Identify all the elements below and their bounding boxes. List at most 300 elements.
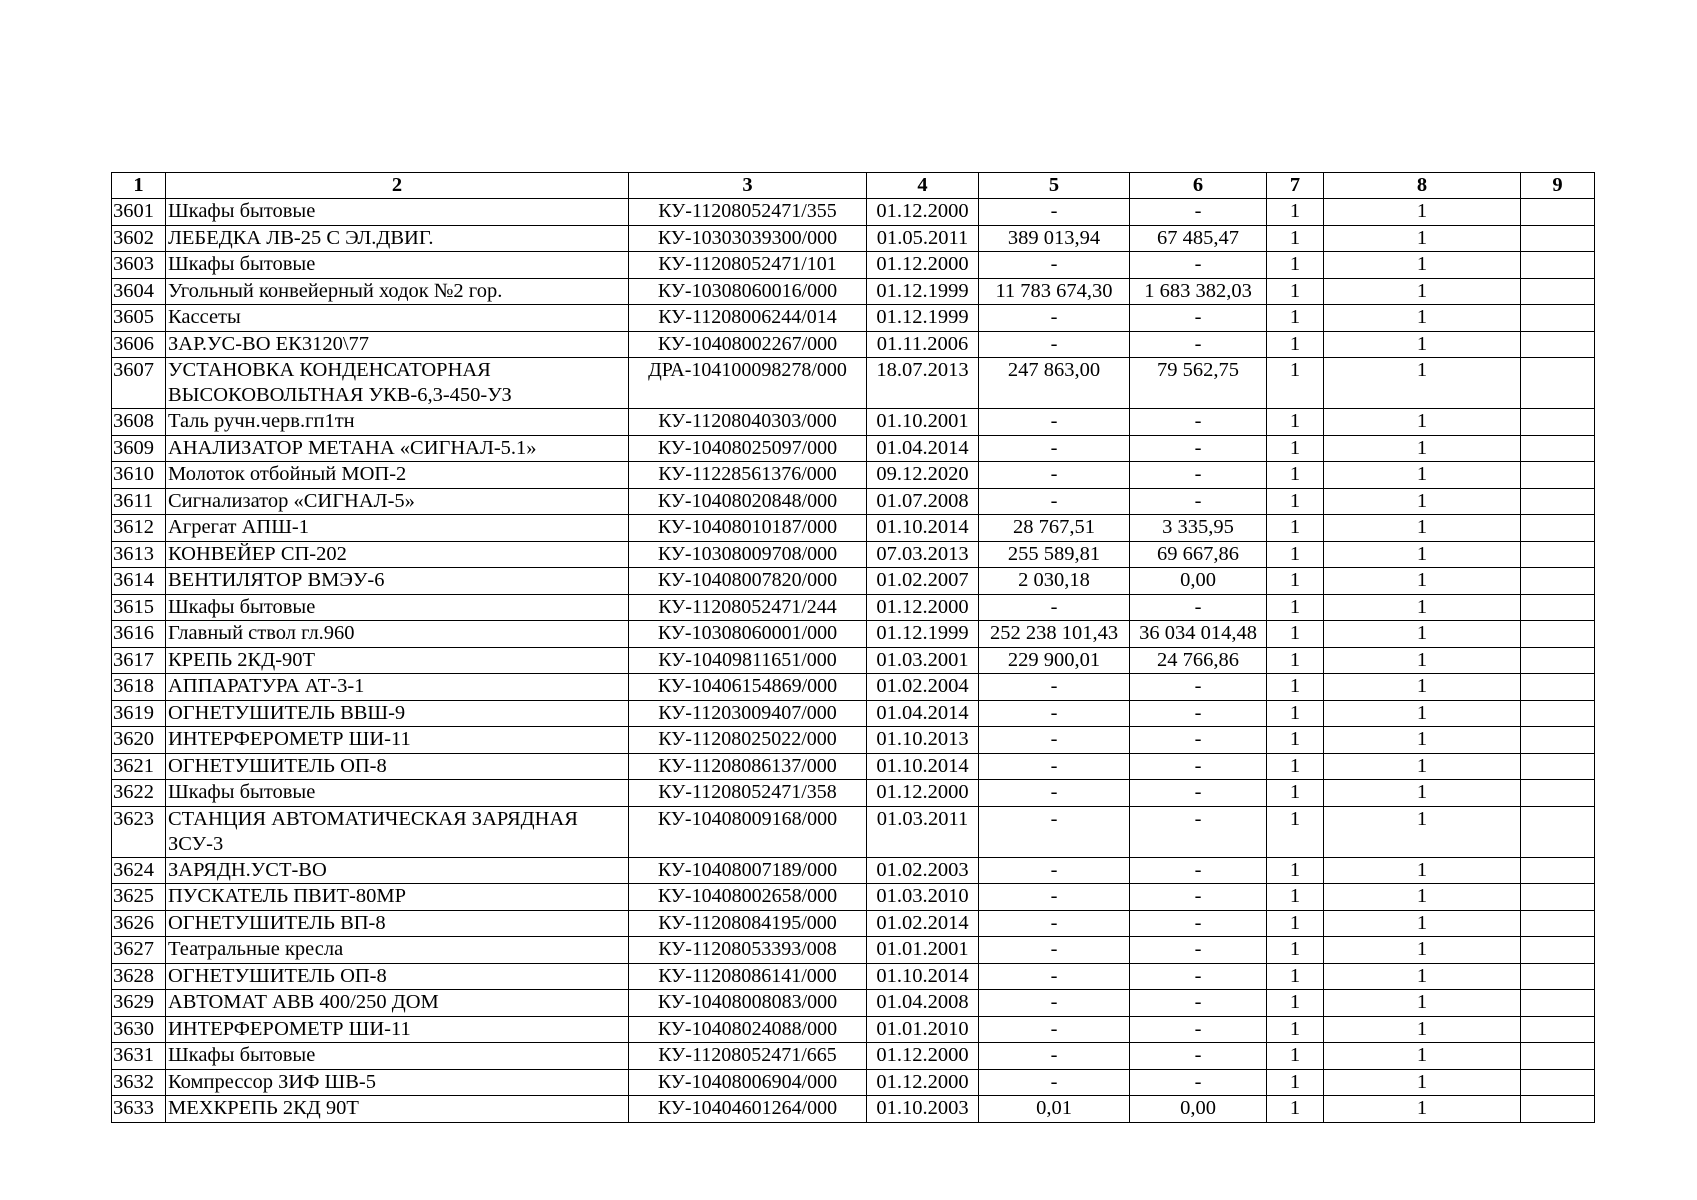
value-col-8-cell: 1	[1324, 435, 1521, 462]
row-number-cell: 3616	[112, 621, 166, 648]
row-number-cell: 3629	[112, 990, 166, 1017]
item-name-cell: Агрегат АПШ-1	[166, 515, 629, 542]
row-number-cell: 3631	[112, 1043, 166, 1070]
value-col-5-cell: -	[979, 1069, 1130, 1096]
item-name-cell: ЛЕБЕДКА ЛВ-25 С ЭЛ.ДВИГ.	[166, 225, 629, 252]
value-col-7-cell: 1	[1267, 488, 1324, 515]
value-col-7-cell: 1	[1267, 990, 1324, 1017]
date-cell: 01.10.2013	[867, 727, 979, 754]
table-row	[112, 1069, 1595, 1096]
value-col-9-cell	[1521, 358, 1595, 409]
value-col-5-cell: -	[979, 727, 1130, 754]
header-row	[112, 173, 1595, 199]
item-name-cell: УСТАНОВКА КОНДЕНСАТОРНАЯ ВЫСОКОВОЛЬТНАЯ УКВ-6,3-450-УЗ	[166, 358, 629, 409]
table-row	[112, 541, 1595, 568]
value-col-7-cell: 1	[1267, 199, 1324, 226]
table-row	[112, 753, 1595, 780]
item-name-cell: Молоток отбойный МОП-2	[166, 462, 629, 489]
row-number-cell: 3618	[112, 674, 166, 701]
inventory-code-cell: КУ-11208053393/008	[629, 937, 867, 964]
table-row	[112, 937, 1595, 964]
value-col-9-cell	[1521, 1069, 1595, 1096]
inventory-code-cell: КУ-11208084195/000	[629, 910, 867, 937]
value-col-6-cell: -	[1130, 990, 1267, 1017]
row-number-cell: 3601	[112, 199, 166, 226]
value-col-6-cell: -	[1130, 1069, 1267, 1096]
value-col-5-cell: -	[979, 199, 1130, 226]
item-name-cell: Шкафы бытовые	[166, 1043, 629, 1070]
row-number-cell: 3611	[112, 488, 166, 515]
item-name-cell: ОГНЕТУШИТЕЛЬ ВП-8	[166, 910, 629, 937]
value-col-7-cell: 1	[1267, 1096, 1324, 1123]
value-col-9-cell	[1521, 1016, 1595, 1043]
value-col-6-cell: -	[1130, 806, 1267, 857]
value-col-9-cell	[1521, 305, 1595, 332]
value-col-8-cell: 1	[1324, 700, 1521, 727]
column-header-2: 2	[166, 173, 629, 199]
column-header-1: 1	[112, 173, 166, 199]
value-col-6-cell: -	[1130, 910, 1267, 937]
value-col-8-cell: 1	[1324, 225, 1521, 252]
inventory-code-cell: КУ-10408007820/000	[629, 568, 867, 595]
value-col-5-cell: 2 030,18	[979, 568, 1130, 595]
row-number-cell: 3627	[112, 937, 166, 964]
value-col-9-cell	[1521, 594, 1595, 621]
date-cell: 01.10.2014	[867, 963, 979, 990]
value-col-9-cell	[1521, 963, 1595, 990]
item-name-cell: ВЕНТИЛЯТОР ВМЭУ-6	[166, 568, 629, 595]
value-col-9-cell	[1521, 700, 1595, 727]
inventory-code-cell: КУ-11208025022/000	[629, 727, 867, 754]
row-number-cell: 3619	[112, 700, 166, 727]
value-col-8-cell: 1	[1324, 568, 1521, 595]
item-name-cell: ОГНЕТУШИТЕЛЬ ОП-8	[166, 753, 629, 780]
value-col-5-cell: -	[979, 305, 1130, 332]
inventory-code-cell: КУ-10308060001/000	[629, 621, 867, 648]
value-col-6-cell: 24 766,86	[1130, 647, 1267, 674]
item-name-cell: ОГНЕТУШИТЕЛЬ ВВШ-9	[166, 700, 629, 727]
item-name-cell: ИНТЕРФЕРОМЕТР ШИ-11	[166, 727, 629, 754]
value-col-5-cell: -	[979, 700, 1130, 727]
value-col-7-cell: 1	[1267, 674, 1324, 701]
column-header-8: 8	[1324, 173, 1521, 199]
value-col-7-cell: 1	[1267, 1016, 1324, 1043]
value-col-8-cell: 1	[1324, 488, 1521, 515]
value-col-8-cell: 1	[1324, 780, 1521, 807]
column-header-5: 5	[979, 173, 1130, 199]
column-header-9: 9	[1521, 173, 1595, 199]
date-cell: 01.10.2003	[867, 1096, 979, 1123]
table-row	[112, 727, 1595, 754]
value-col-5-cell: -	[979, 488, 1130, 515]
value-col-8-cell: 1	[1324, 753, 1521, 780]
inventory-code-cell: КУ-10303039300/000	[629, 225, 867, 252]
table-row	[112, 199, 1595, 226]
item-name-cell: МЕХКРЕПЬ 2КД 90Т	[166, 1096, 629, 1123]
item-name-cell: АНАЛИЗАТОР МЕТАНА «СИГНАЛ-5.1»	[166, 435, 629, 462]
inventory-code-cell: КУ-11208086141/000	[629, 963, 867, 990]
value-col-5-cell: -	[979, 331, 1130, 358]
value-col-5-cell: 252 238 101,43	[979, 621, 1130, 648]
value-col-6-cell: -	[1130, 1043, 1267, 1070]
value-col-5-cell: 0,01	[979, 1096, 1130, 1123]
value-col-8-cell: 1	[1324, 594, 1521, 621]
table-row	[112, 331, 1595, 358]
item-name-cell: СТАНЦИЯ АВТОМАТИЧЕСКАЯ ЗАРЯДНАЯ ЗСУ-3	[166, 806, 629, 857]
row-number-cell: 3633	[112, 1096, 166, 1123]
value-col-8-cell: 1	[1324, 647, 1521, 674]
value-col-8-cell: 1	[1324, 1016, 1521, 1043]
table-row	[112, 462, 1595, 489]
value-col-8-cell: 1	[1324, 674, 1521, 701]
date-cell: 01.04.2014	[867, 435, 979, 462]
inventory-code-cell: КУ-11208006244/014	[629, 305, 867, 332]
value-col-6-cell: -	[1130, 884, 1267, 911]
date-cell: 01.11.2006	[867, 331, 979, 358]
row-number-cell: 3612	[112, 515, 166, 542]
row-number-cell: 3626	[112, 910, 166, 937]
value-col-8-cell: 1	[1324, 409, 1521, 436]
date-cell: 01.04.2008	[867, 990, 979, 1017]
value-col-5-cell: -	[979, 674, 1130, 701]
value-col-6-cell: -	[1130, 674, 1267, 701]
value-col-8-cell: 1	[1324, 1069, 1521, 1096]
row-number-cell: 3602	[112, 225, 166, 252]
value-col-9-cell	[1521, 727, 1595, 754]
value-col-9-cell	[1521, 806, 1595, 857]
item-name-cell: Компрессор ЗИФ ШВ-5	[166, 1069, 629, 1096]
row-number-cell: 3632	[112, 1069, 166, 1096]
row-number-cell: 3609	[112, 435, 166, 462]
inventory-code-cell: КУ-11208040303/000	[629, 409, 867, 436]
date-cell: 01.07.2008	[867, 488, 979, 515]
item-name-cell: КОНВЕЙЕР СП-202	[166, 541, 629, 568]
value-col-5-cell: -	[979, 1016, 1130, 1043]
date-cell: 01.10.2014	[867, 515, 979, 542]
value-col-9-cell	[1521, 488, 1595, 515]
row-number-cell: 3603	[112, 252, 166, 279]
date-cell: 01.10.2014	[867, 753, 979, 780]
value-col-9-cell	[1521, 780, 1595, 807]
item-name-cell: Таль ручн.черв.гп1тн	[166, 409, 629, 436]
value-col-8-cell: 1	[1324, 1043, 1521, 1070]
value-col-7-cell: 1	[1267, 278, 1324, 305]
row-number-cell: 3610	[112, 462, 166, 489]
date-cell: 01.02.2014	[867, 910, 979, 937]
value-col-6-cell: -	[1130, 409, 1267, 436]
value-col-6-cell: -	[1130, 435, 1267, 462]
date-cell: 01.12.2000	[867, 1043, 979, 1070]
date-cell: 01.12.2000	[867, 252, 979, 279]
value-col-9-cell	[1521, 1096, 1595, 1123]
value-col-5-cell: -	[979, 857, 1130, 884]
row-number-cell: 3630	[112, 1016, 166, 1043]
value-col-6-cell: -	[1130, 700, 1267, 727]
row-number-cell: 3606	[112, 331, 166, 358]
inventory-code-cell: КУ-10408002267/000	[629, 331, 867, 358]
date-cell: 01.12.2000	[867, 594, 979, 621]
value-col-8-cell: 1	[1324, 252, 1521, 279]
value-col-7-cell: 1	[1267, 780, 1324, 807]
value-col-7-cell: 1	[1267, 910, 1324, 937]
item-name-cell: ЗАР.УС-ВО ЕК3120\77	[166, 331, 629, 358]
value-col-5-cell: -	[979, 1043, 1130, 1070]
value-col-5-cell: -	[979, 435, 1130, 462]
inventory-code-cell: КУ-10408006904/000	[629, 1069, 867, 1096]
table-row	[112, 225, 1595, 252]
value-col-9-cell	[1521, 252, 1595, 279]
item-name-cell: ПУСКАТЕЛЬ ПВИТ-80МР	[166, 884, 629, 911]
table-row	[112, 884, 1595, 911]
row-number-cell: 3605	[112, 305, 166, 332]
value-col-8-cell: 1	[1324, 806, 1521, 857]
date-cell: 01.04.2014	[867, 700, 979, 727]
inventory-code-cell: КУ-11208052471/355	[629, 199, 867, 226]
date-cell: 01.02.2003	[867, 857, 979, 884]
column-header-3: 3	[629, 173, 867, 199]
value-col-5-cell: -	[979, 990, 1130, 1017]
inventory-table	[111, 172, 1595, 1123]
inventory-code-cell: КУ-11228561376/000	[629, 462, 867, 489]
inventory-code-cell: КУ-10408010187/000	[629, 515, 867, 542]
table-row	[112, 806, 1595, 857]
item-name-cell: АППАРАТУРА АТ-3-1	[166, 674, 629, 701]
row-number-cell: 3607	[112, 358, 166, 409]
inventory-code-cell: КУ-10408025097/000	[629, 435, 867, 462]
row-number-cell: 3617	[112, 647, 166, 674]
value-col-6-cell: -	[1130, 305, 1267, 332]
date-cell: 01.02.2007	[867, 568, 979, 595]
value-col-8-cell: 1	[1324, 963, 1521, 990]
value-col-9-cell	[1521, 857, 1595, 884]
value-col-7-cell: 1	[1267, 1043, 1324, 1070]
table-row	[112, 515, 1595, 542]
value-col-8-cell: 1	[1324, 884, 1521, 911]
table-row	[112, 568, 1595, 595]
row-number-cell: 3624	[112, 857, 166, 884]
value-col-7-cell: 1	[1267, 462, 1324, 489]
value-col-6-cell: 79 562,75	[1130, 358, 1267, 409]
date-cell: 01.01.2010	[867, 1016, 979, 1043]
value-col-7-cell: 1	[1267, 857, 1324, 884]
table-row	[112, 780, 1595, 807]
value-col-9-cell	[1521, 225, 1595, 252]
value-col-5-cell: 389 013,94	[979, 225, 1130, 252]
row-number-cell: 3621	[112, 753, 166, 780]
inventory-code-cell: КУ-11208052471/358	[629, 780, 867, 807]
value-col-6-cell: 0,00	[1130, 568, 1267, 595]
row-number-cell: 3623	[112, 806, 166, 857]
item-name-cell: Кассеты	[166, 305, 629, 332]
value-col-8-cell: 1	[1324, 331, 1521, 358]
item-name-cell: Шкафы бытовые	[166, 252, 629, 279]
value-col-9-cell	[1521, 409, 1595, 436]
value-col-9-cell	[1521, 435, 1595, 462]
value-col-5-cell: -	[979, 409, 1130, 436]
value-col-8-cell: 1	[1324, 358, 1521, 409]
value-col-6-cell: 0,00	[1130, 1096, 1267, 1123]
inventory-code-cell: КУ-10404601264/000	[629, 1096, 867, 1123]
date-cell: 07.03.2013	[867, 541, 979, 568]
value-col-8-cell: 1	[1324, 727, 1521, 754]
item-name-cell: Шкафы бытовые	[166, 594, 629, 621]
row-number-cell: 3614	[112, 568, 166, 595]
value-col-9-cell	[1521, 568, 1595, 595]
table-row	[112, 358, 1595, 409]
value-col-7-cell: 1	[1267, 225, 1324, 252]
table-row	[112, 990, 1595, 1017]
table-row	[112, 910, 1595, 937]
value-col-5-cell: -	[979, 252, 1130, 279]
item-name-cell: ОГНЕТУШИТЕЛЬ ОП-8	[166, 963, 629, 990]
column-header-4: 4	[867, 173, 979, 199]
inventory-code-cell: КУ-11208052471/101	[629, 252, 867, 279]
value-col-5-cell: -	[979, 884, 1130, 911]
value-col-7-cell: 1	[1267, 700, 1324, 727]
value-col-7-cell: 1	[1267, 647, 1324, 674]
value-col-6-cell: 36 034 014,48	[1130, 621, 1267, 648]
value-col-8-cell: 1	[1324, 937, 1521, 964]
inventory-code-cell: КУ-10408009168/000	[629, 806, 867, 857]
value-col-7-cell: 1	[1267, 252, 1324, 279]
inventory-code-cell: КУ-11208086137/000	[629, 753, 867, 780]
value-col-7-cell: 1	[1267, 331, 1324, 358]
value-col-5-cell: 11 783 674,30	[979, 278, 1130, 305]
date-cell: 01.10.2001	[867, 409, 979, 436]
inventory-code-cell: КУ-10406154869/000	[629, 674, 867, 701]
table-row	[112, 252, 1595, 279]
date-cell: 01.05.2011	[867, 225, 979, 252]
table-row	[112, 647, 1595, 674]
item-name-cell: Угольный конвейерный ходок №2 гор.	[166, 278, 629, 305]
value-col-7-cell: 1	[1267, 435, 1324, 462]
value-col-6-cell: -	[1130, 963, 1267, 990]
inventory-code-cell: КУ-11208052471/244	[629, 594, 867, 621]
value-col-9-cell	[1521, 331, 1595, 358]
value-col-9-cell	[1521, 278, 1595, 305]
item-name-cell: ЗАРЯДН.УСТ-ВО	[166, 857, 629, 884]
value-col-6-cell: -	[1130, 857, 1267, 884]
date-cell: 01.03.2010	[867, 884, 979, 911]
date-cell: 09.12.2020	[867, 462, 979, 489]
value-col-5-cell: 255 589,81	[979, 541, 1130, 568]
value-col-8-cell: 1	[1324, 515, 1521, 542]
item-name-cell: Театральные кресла	[166, 937, 629, 964]
table-row	[112, 305, 1595, 332]
table-row	[112, 278, 1595, 305]
table-row	[112, 488, 1595, 515]
value-col-7-cell: 1	[1267, 1069, 1324, 1096]
inventory-code-cell: КУ-11203009407/000	[629, 700, 867, 727]
value-col-6-cell: -	[1130, 727, 1267, 754]
date-cell: 01.12.1999	[867, 621, 979, 648]
value-col-5-cell: -	[979, 594, 1130, 621]
value-col-7-cell: 1	[1267, 621, 1324, 648]
value-col-9-cell	[1521, 753, 1595, 780]
value-col-7-cell: 1	[1267, 409, 1324, 436]
value-col-5-cell: -	[979, 937, 1130, 964]
value-col-5-cell: 28 767,51	[979, 515, 1130, 542]
value-col-7-cell: 1	[1267, 305, 1324, 332]
date-cell: 01.03.2001	[867, 647, 979, 674]
value-col-9-cell	[1521, 515, 1595, 542]
value-col-9-cell	[1521, 199, 1595, 226]
date-cell: 01.02.2004	[867, 674, 979, 701]
inventory-code-cell: КУ-10408002658/000	[629, 884, 867, 911]
date-cell: 01.01.2001	[867, 937, 979, 964]
value-col-8-cell: 1	[1324, 305, 1521, 332]
value-col-7-cell: 1	[1267, 568, 1324, 595]
table-row	[112, 700, 1595, 727]
value-col-7-cell: 1	[1267, 358, 1324, 409]
value-col-8-cell: 1	[1324, 857, 1521, 884]
value-col-8-cell: 1	[1324, 621, 1521, 648]
value-col-9-cell	[1521, 884, 1595, 911]
inventory-code-cell: КУ-10308009708/000	[629, 541, 867, 568]
inventory-code-cell: КУ-10308060016/000	[629, 278, 867, 305]
item-name-cell: Шкафы бытовые	[166, 780, 629, 807]
inventory-code-cell: КУ-10408007189/000	[629, 857, 867, 884]
table-row	[112, 594, 1595, 621]
row-number-cell: 3608	[112, 409, 166, 436]
value-col-5-cell: 247 863,00	[979, 358, 1130, 409]
value-col-8-cell: 1	[1324, 990, 1521, 1017]
row-number-cell: 3613	[112, 541, 166, 568]
inventory-code-cell: КУ-10408020848/000	[629, 488, 867, 515]
value-col-6-cell: -	[1130, 1016, 1267, 1043]
value-col-7-cell: 1	[1267, 515, 1324, 542]
value-col-9-cell	[1521, 1043, 1595, 1070]
value-col-9-cell	[1521, 621, 1595, 648]
date-cell: 01.12.2000	[867, 780, 979, 807]
value-col-9-cell	[1521, 462, 1595, 489]
table-row	[112, 435, 1595, 462]
item-name-cell: Сигнализатор «СИГНАЛ-5»	[166, 488, 629, 515]
value-col-8-cell: 1	[1324, 910, 1521, 937]
value-col-9-cell	[1521, 541, 1595, 568]
value-col-8-cell: 1	[1324, 199, 1521, 226]
value-col-7-cell: 1	[1267, 937, 1324, 964]
item-name-cell: АВТОМАТ АВВ 400/250 ДОМ	[166, 990, 629, 1017]
value-col-5-cell: 229 900,01	[979, 647, 1130, 674]
column-header-6: 6	[1130, 173, 1267, 199]
item-name-cell: КРЕПЬ 2КД-90Т	[166, 647, 629, 674]
item-name-cell: Главный ствол гл.960	[166, 621, 629, 648]
value-col-7-cell: 1	[1267, 594, 1324, 621]
table-row	[112, 1016, 1595, 1043]
value-col-6-cell: -	[1130, 937, 1267, 964]
value-col-9-cell	[1521, 910, 1595, 937]
value-col-6-cell: -	[1130, 331, 1267, 358]
date-cell: 18.07.2013	[867, 358, 979, 409]
table-row	[112, 963, 1595, 990]
value-col-6-cell: 67 485,47	[1130, 225, 1267, 252]
inventory-code-cell: КУ-11208052471/665	[629, 1043, 867, 1070]
row-number-cell: 3625	[112, 884, 166, 911]
row-number-cell: 3622	[112, 780, 166, 807]
table-row	[112, 1043, 1595, 1070]
value-col-6-cell: -	[1130, 462, 1267, 489]
value-col-6-cell: -	[1130, 753, 1267, 780]
value-col-5-cell: -	[979, 780, 1130, 807]
column-header-7: 7	[1267, 173, 1324, 199]
value-col-7-cell: 1	[1267, 541, 1324, 568]
inventory-code-cell: КУ-10409811651/000	[629, 647, 867, 674]
value-col-7-cell: 1	[1267, 963, 1324, 990]
value-col-5-cell: -	[979, 910, 1130, 937]
value-col-6-cell: 1 683 382,03	[1130, 278, 1267, 305]
value-col-6-cell: 69 667,86	[1130, 541, 1267, 568]
